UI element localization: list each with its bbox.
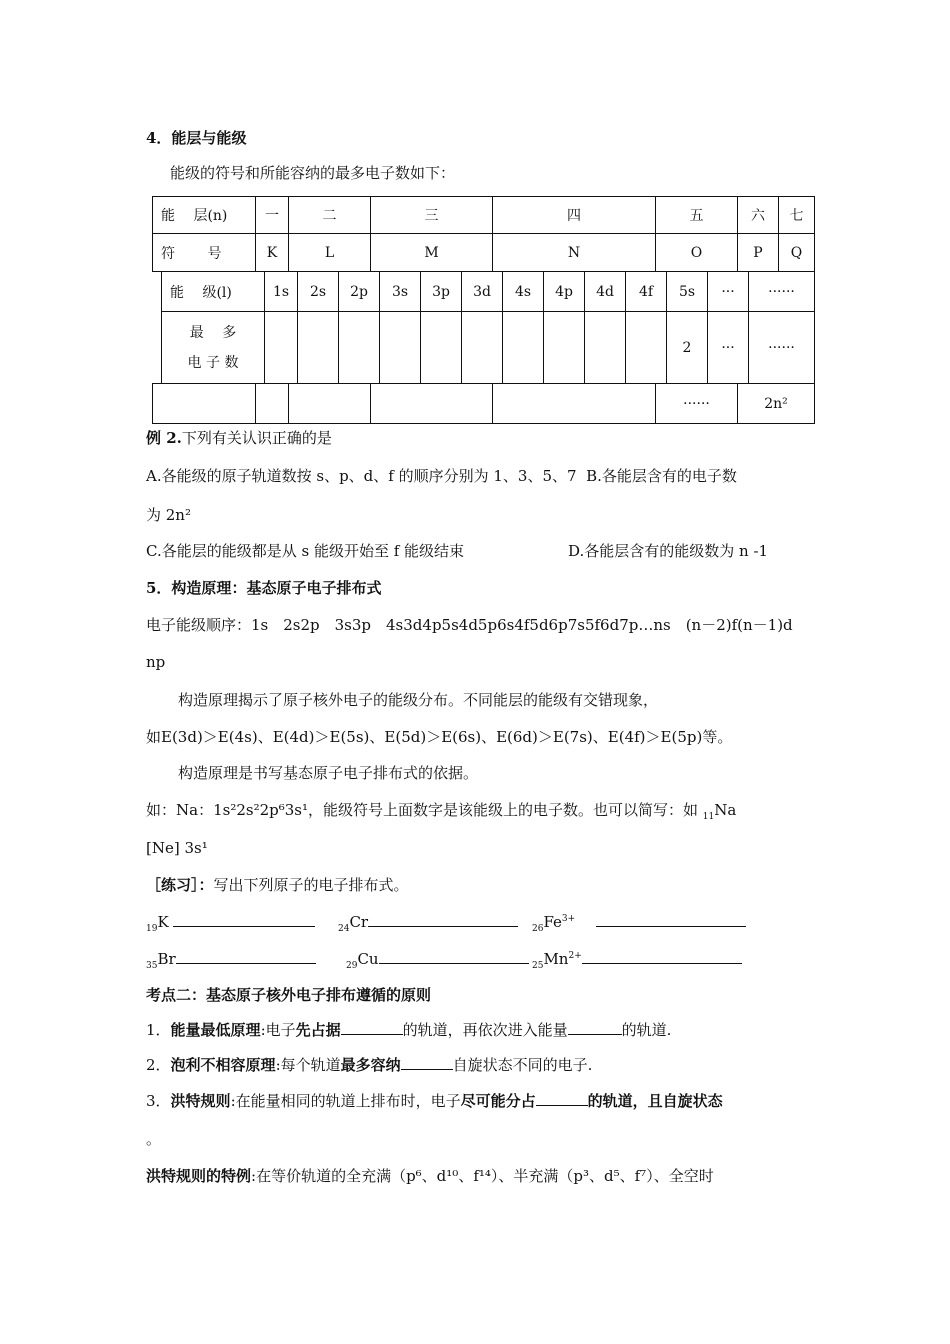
total-cell-formula: 2n² [738,384,815,424]
na-atomic-number: 11 [702,812,715,822]
answer-blank[interactable] [173,912,315,927]
answer-blank[interactable] [536,1091,588,1106]
energy-order-line1: 电子能级顺序：1s 2s2p 3s3p 4s3d4p5s4d5p6s4f5d6p7s5f6d7p…ns (n－2)f(n－1)d [146,616,793,634]
max-cell [462,312,503,384]
answer-blank[interactable] [368,912,518,927]
special-case-name: 洪特规则的特例 [146,1167,252,1185]
atomic-number: 29 [346,961,358,971]
max-cell [380,312,421,384]
max-cell [544,312,585,384]
element-symbol: Mn [543,950,569,968]
answer-blank[interactable] [582,949,742,964]
rule-1 [146,1020,671,1040]
rule-2-text: 自旋状态不同的电子. [452,1056,593,1074]
practice-prompt: 写出下列原子的电子排布式。 [213,876,409,894]
aufbau-para-2: 如E(3d)＞E(4s)、E(4d)＞E(5s)、E(5d)＞E(6s)、E(6d)＞E(7s)、E(4f)＞E(5p)等。 [146,728,733,746]
practice-item [338,912,518,932]
max-electrons-label [162,312,265,384]
max-electrons-label-line1: 最 多 [189,324,237,341]
rule-1-text: 的轨道. [621,1021,672,1039]
rule-2-number: 2． [146,1056,171,1074]
rule-1-name: 能量最低原理 [170,1021,261,1039]
sublevel-cell: 3s [380,272,421,312]
energy-order-line2: np [146,653,166,671]
shell-table [152,196,815,272]
total-cell [493,384,656,424]
option-a: A.各能级的原子轨道数按 s、p、d、f 的顺序分别为 1、3、5、7 [146,467,577,485]
ion-charge: 3+ [561,914,576,924]
sublevel-cell: 3p [421,272,462,312]
atomic-number: 24 [338,924,350,934]
option-b: B.各能层含有的电子数 [586,467,737,485]
max-cell [339,312,380,384]
keypoint-2-title: 考点二：基态原子核外电子排布遵循的原则 [146,986,432,1004]
sublevel-label: 能 级(l) [162,272,265,312]
symbol-cell: Q [779,234,815,272]
answer-blank[interactable] [568,1020,622,1035]
rule-3-keyword: 尽可能分占 [460,1092,536,1110]
hund-special-case [146,1166,714,1186]
na-example-text: ，能级符号上面数字是该能级上的电子数。也可以简写：如 [308,801,699,819]
rule-3-text: :在能量相同的轨道上排布时，电子 [230,1092,461,1110]
answer-blank[interactable] [341,1020,403,1035]
sublevel-cell: 1s [265,272,298,312]
rule-3-number: 3． [146,1092,171,1110]
symbol-cell: N [493,234,656,272]
shell-cell: 四 [493,197,656,234]
answer-blank[interactable] [176,949,316,964]
example-2-question [146,428,332,448]
shell-cell: 六 [738,197,779,234]
special-case-text: :在等价轨道的全充满（p⁶、d¹⁰、f¹⁴）、半充满（p³、d⁵、f⁷）、全空时 [251,1167,714,1185]
total-cell [289,384,371,424]
rule-3-end: 。 [146,1130,162,1148]
sublevel-cell: 4s [503,272,544,312]
practice-item [146,912,315,932]
symbol-cell: P [738,234,779,272]
element-symbol: Cu [357,950,379,968]
practice-label: ［练习］： [146,876,214,894]
example-2-label: 例 2. [146,429,182,447]
rule-2-keyword: 最多容纳 [340,1056,401,1074]
answer-blank[interactable] [596,912,746,927]
answer-blank[interactable] [401,1055,453,1070]
rule-2 [146,1055,592,1075]
atomic-number: 25 [532,961,544,971]
max-cell [298,312,339,384]
rule-3 [146,1091,723,1111]
na-config: 1s²2s²2p⁶3s¹ [213,801,308,819]
max-cell [265,312,298,384]
max-cell [421,312,462,384]
shell-cell: 五 [656,197,738,234]
rule-3-name: 洪特规则 [170,1092,231,1110]
shell-total-table [152,383,815,424]
rule-2-text: :每个轨道 [275,1056,341,1074]
atomic-number: 19 [146,924,158,934]
total-cell [371,384,493,424]
symbol-cell: L [289,234,371,272]
option-d: D.各能层含有的能级数为 n -1 [568,542,769,560]
shell-cell: 七 [779,197,815,234]
sublevel-cell: 4d [585,272,626,312]
max-cell [503,312,544,384]
element-symbol: K [157,913,169,931]
answer-blank[interactable] [379,949,529,964]
option-b-cont: 为 2n² [146,506,191,524]
sublevel-cell: 4p [544,272,585,312]
atomic-number: 35 [146,961,158,971]
max-cell-5s: 2 [667,312,708,384]
shell-cell: 三 [371,197,493,234]
ion-charge: 2+ [568,951,582,961]
sublevel-cell: 2p [339,272,380,312]
rule-3-keyword: 的轨道，且自旋状态 [587,1092,723,1110]
total-cell: ······ [656,384,738,424]
rule-1-number: 1． [146,1021,171,1039]
shell-label: 能 层(n) [153,197,256,234]
practice-item [532,949,742,969]
aufbau-para-1: 构造原理揭示了原子核外电子的能级分布。不同能层的能级有交错现象， [178,691,659,709]
max-cell: ··· [708,312,749,384]
section-4-title: 4．能层与能级 [146,129,247,147]
na-short-config: [Ne] 3s¹ [146,839,208,857]
option-c: C.各能层的能级都是从 s 能级开始至 f 能级结束 [146,542,465,560]
na-symbol: Na [714,801,737,819]
max-cell: ······ [749,312,815,384]
element-symbol: Br [157,950,176,968]
rule-1-text: :电子 [260,1021,296,1039]
element-symbol: Cr [349,913,369,931]
practice-item [532,912,746,932]
section-5-title: 5．构造原理：基态原子电子排布式 [146,579,382,597]
symbol-cell: K [256,234,289,272]
practice-item [146,949,316,969]
max-cell [585,312,626,384]
atomic-number: 26 [532,924,544,934]
symbol-cell: M [371,234,493,272]
sublevel-cell: 5s [667,272,708,312]
total-cell [256,384,289,424]
shell-cell: 二 [289,197,371,234]
sublevel-cell: 4f [626,272,667,312]
shell-cell: 一 [256,197,289,234]
practice-item [346,949,529,969]
sublevel-cell: ··· [708,272,749,312]
aufbau-para-3: 构造原理是书写基态原子电子排布式的依据。 [178,764,479,782]
example-2-text: 下列有关认识正确的是 [181,429,332,447]
na-example [146,800,736,820]
na-example-prefix: 如：Na： [146,801,214,819]
practice-header [146,875,409,895]
sublevel-cell: 2s [298,272,339,312]
total-cell [153,384,256,424]
sublevel-table [161,271,815,384]
section-4-intro: 能级的符号和所能容纳的最多电子数如下： [170,164,456,182]
sublevel-cell: ······ [749,272,815,312]
sublevel-cell: 3d [462,272,503,312]
element-symbol: Fe [543,913,562,931]
rule-1-text: 的轨道，再依次进入能量 [402,1021,568,1039]
max-cell [626,312,667,384]
rule-2-name: 泡利不相容原理 [170,1056,276,1074]
example-2-options-ab [146,466,737,486]
rule-1-keyword: 先占据 [295,1021,341,1039]
max-electrons-label-line2: 电 子 数 [187,354,239,371]
symbol-cell: O [656,234,738,272]
symbol-label: 符 号 [153,234,256,272]
